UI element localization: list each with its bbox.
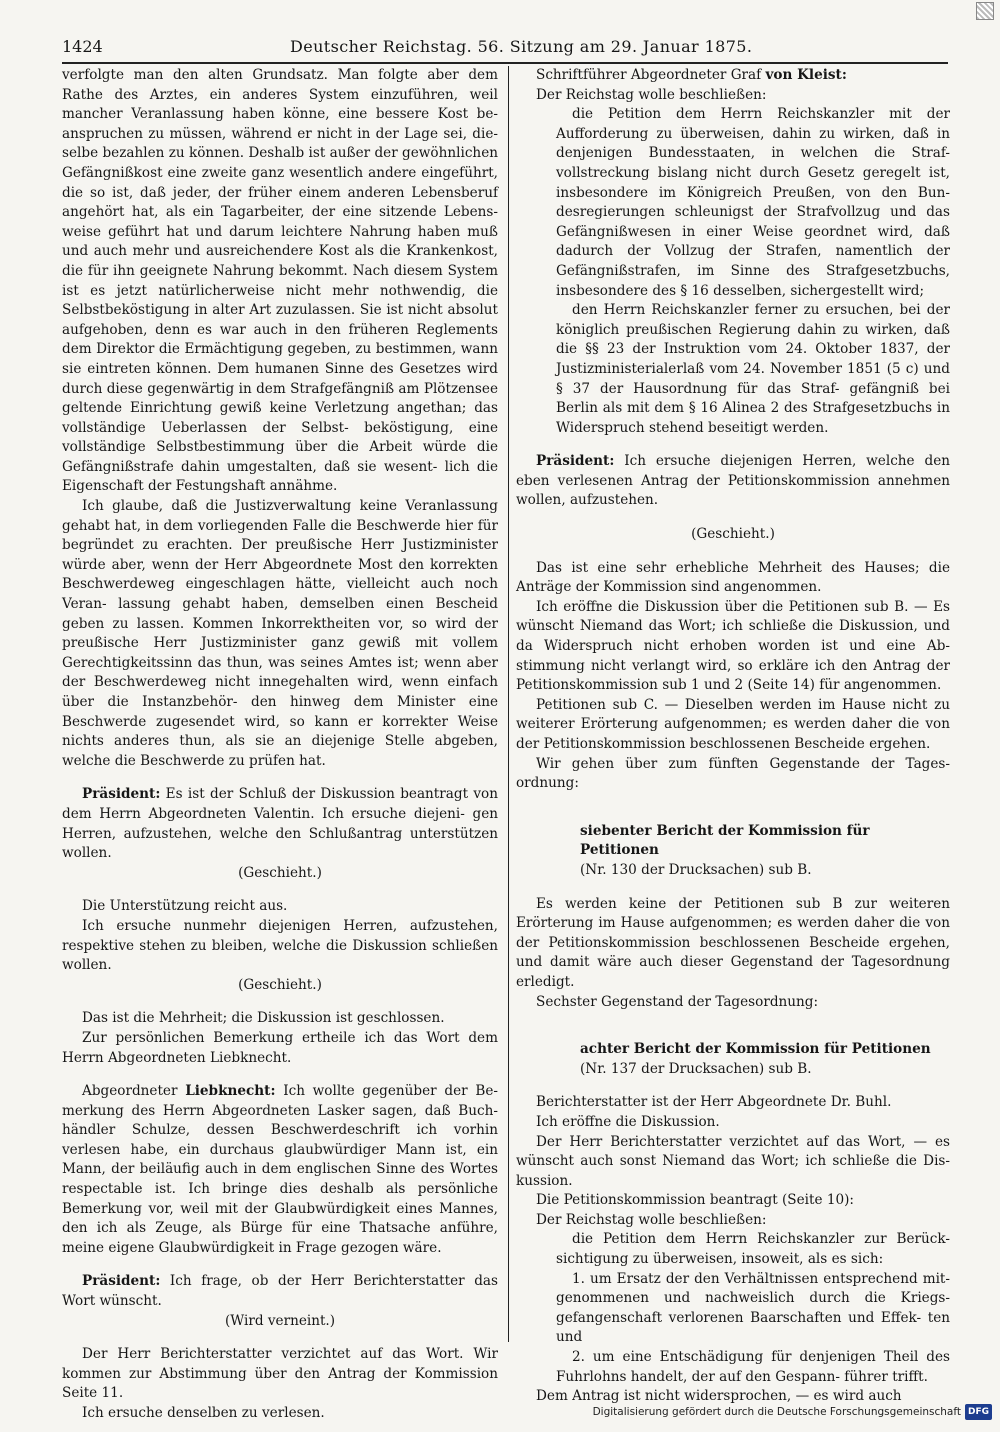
speaker-name: von Kleist: bbox=[765, 67, 847, 83]
paragraph: Berichterstatter ist der Herr Abgeordnete Dr. Buhl. bbox=[536, 1094, 892, 1111]
stage-direction: (Geschieht.) bbox=[691, 526, 775, 543]
paragraph: Der Herr Berichterstatter verzichtet auf das Wort, — es wünscht auch sonst Niemand das Wort; ich schließe die Dis- kussion. bbox=[516, 1133, 950, 1189]
paragraph: Es werden keine der Petitionen sub B zur weiteren Erörterung im Hause aufgenommen; es werden daher die von der Petitionskommission beschlossenen Bescheide ergehen, und damit wäre auch dieser Gegenstand der Tagesordnung erledigt. bbox=[516, 895, 950, 990]
paragraph: Die Petitionskommission beantragt (Seite 10): bbox=[536, 1192, 855, 1209]
agenda-heading: siebenter Bericht der Kommission für Petitionen (Nr. 130 der Drucksachen) sub B. bbox=[580, 822, 870, 878]
list-item: 1. um Ersatz der den Verhältnissen entsprechend mit- genommenen und nachweislich durch die Kriegs- gefangenschaft verlorenen Baarschaften und Effek- ten und bbox=[556, 1270, 950, 1346]
credit-text: Digitalisierung gefördert durch die Deutsche Forschungsgemeinschaft bbox=[592, 1406, 961, 1418]
paragraph: Präsident: Ich frage, ob der Herr Berichterstatter das Wort wünscht. bbox=[62, 1273, 498, 1310]
digitization-credit bbox=[593, 1404, 992, 1420]
paragraph: Zur persönlichen Bemerkung ertheile ich das Wort dem Herrn Abgeordneten Liebknecht. bbox=[62, 1029, 498, 1066]
stage-direction: (Wird verneint.) bbox=[224, 1312, 336, 1329]
paragraph: Sechster Gegenstand der Tagesordnung: bbox=[536, 993, 819, 1010]
column-divider bbox=[508, 66, 509, 1342]
paragraph: Ich glaube, daß die Justizverwaltung keine Veranlassung gehabt hat, in dem vorliegenden Falle die Beschwerde hier für begründet zu erachten. Der preußische Herr Justizminister würde aber, wenn der Herr Abgeordnete Most den korrekten Beschwerdeweg eingeschlagen hätte, vielleicht auch noch Veran- lassung gehabt haben, demselben einen Bescheid geben zu lassen. Kommen Inkorrektheiten vor, so wird der preußische Herr Justizminister ganz gewiß mit vollem Gerechtigkeitssinn das thun, was seines Amtes ist; wenn aber der Beschwerdeweg nicht innegehalten wird, wenn einfach über die Instanzbehör- den hinweg dem Minister eine Beschwerde zugesendet wird, so kann er korrekter Weise nichts anderes thun, als sie an diejenige Stelle abgeben, welche die Beschwerde zu prüfen hat. bbox=[62, 498, 498, 769]
running-title: Deutscher Reichstag. 56. Sitzung am 29. Januar 1875. bbox=[290, 37, 753, 56]
paragraph: verfolgte man den alten Grundsatz. Man folgte aber dem Rathe des Arztes, ein anderes System einzuführen, weil mancher Veranlassung haben könne, eine bessere Kost be- anspruchen zu müssen, während er nicht in der Lage sei, die- selbe bezahlen zu können. Deshalb ist außer der gewöhnlichen Gefängnißkost eine zweite ganz wesentlich andere eingeführt, die so ist, daß jeder, der früher einem anderen Lebensberuf angehört hat, als ein Tagarbeiter, der eine sitzende Lebens- weise geführt hat und darum leichtere Nahrung haben muß und auch mehr und ausreichendere Kost als die Krankenkost, die für ihn geeignete Nahrung bekommt. Nach diesem System ist es jetzt natürlicherweise nicht mehr nothwendig, die Selbstbeköstigung in alter Art zuzulassen. Sie ist nicht absolut aufgehoben, denn es war auch in den früheren Reglements dem Direktor die Ermächtigung gegeben, zu bestimmen, wann sie eintreten können. Dem humanen Sinne des Gesetzes wird durch diese gegenwärtig in dem Strafgefängniß am Plötzensee geltende Einrichtung gewiß keine Verletzung angethan; das vollständige Ueberlassen der Selbst- beköstigung, eine vollständige Selbstbestimmung über die Arbeit würde die Gefängnißstrafe dahin umgestalten, daß sie wesent- lich die Eigenschaft der Festungshaft annähme. bbox=[62, 67, 498, 495]
paragraph: Ich eröffne die Diskussion. bbox=[536, 1113, 720, 1130]
header-rule bbox=[62, 62, 948, 64]
speaker-name: Präsident: bbox=[536, 453, 615, 470]
motion-text bbox=[516, 105, 950, 438]
left-column bbox=[62, 66, 498, 1424]
scan-corner-marker bbox=[976, 2, 994, 20]
paragraph: Der Reichstag wolle beschließen: bbox=[536, 86, 767, 103]
speaker-name: Präsident: bbox=[82, 1273, 161, 1290]
paragraph: Präsident: Es ist der Schluß der Diskussion beantragt von dem Herrn Abgeordneten Valentin. Ich ersuche diejeni- gen Herren, aufzustehen, welche den Schlußantrag unterstützen wollen. bbox=[62, 786, 498, 862]
paragraph: Der Herr Berichterstatter verzichtet auf das Wort. Wir kommen zur Abstimmung über den Antrag der Kommission Seite 11. bbox=[62, 1346, 498, 1402]
paragraph: Der Reichstag wolle beschließen: bbox=[536, 1211, 767, 1228]
paragraph: Ich eröffne die Diskussion über die Petitionen sub B. — Es wünscht Niemand das Wort; ich schließe die Diskussion, und da Widerspruch nicht erhoben worden ist und eine Ab- stimmung nicht verlangt wird, so erkläre ich den Antrag der Petitionskommission sub 1 und 2 (Seite 14) für angenommen. bbox=[516, 598, 950, 694]
paragraph: Dem Antrag ist nicht widersprochen, — es wird auch bbox=[536, 1388, 902, 1405]
speaker-name: Liebknecht: bbox=[185, 1083, 276, 1100]
paragraph: den Herrn Reichskanzler ferner zu ersuchen, bei der königlich preußischen Regierung dahin zu wirken, daß die §§ 23 der Instruktion vom 24. Oktober 1837, der Justizministerialerlaß vom 24. November 1851 (5 c) und § 37 der Hausordnung für das Straf- gefängniß bei Berlin als mit dem § 16 Alinea 2 des Strafgesetzbuchs in Widerspruch stehend beseitigt werden. bbox=[556, 302, 950, 436]
list-item: 2. um eine Entschädigung für denjenigen Theil des Fuhrlohns handelt, der auf den Gespann- führer trifft. bbox=[556, 1349, 950, 1385]
paragraph: Abgeordneter Liebknecht: Ich wollte gegenüber der Be- merkung des Herrn Abgeordneten Lasker sagen, daß Buch- händler Schulze, dessen Beschwerdeschrift ich vorhin verlesen habe, ein durchaus glaubwürdiger Mann ist, ein Mann, der beiläufig auch in dem englischen Sinne des Wortes respectable ist. Ich bringe dies deshalb als persönliche Bemerkung vor, weil mit der Glaubwürdigkeit eines Mannes, den ich als Zeuge, als Bürge für eine Thatsache anführe, meine eigene Glaubwürdigkeit in Frage gezogen wäre. bbox=[62, 1083, 498, 1256]
paragraph: die Petition dem Herrn Reichskanzler mit der Aufforderung zu überweisen, dahin zu wirken, daß in denjenigen Bundesstaaten, in welchen die Straf- vollstreckung bislang nicht durch Gesetz geregelt ist, insbesondere im Königreich Preußen, von den Bun- desregierungen schleunigst der Strafvollzug und das Gefängnißwesen in einer Weise geordnet wird, daß dadurch der Vollzug der Strafen, namentlich der Gefängnißstrafen, im Sinne des Strafgesetzbuchs, insbesondere des § 16 desselben, sichergestellt wird; bbox=[556, 106, 950, 299]
paragraph: Ich ersuche nunmehr diejenigen Herren, aufzustehen, respektive stehen zu bleiben, welche die Diskussion schließen wollen. bbox=[62, 917, 498, 974]
dfg-logo: DFG bbox=[965, 1404, 992, 1420]
paragraph: Wir gehen über zum fünften Gegenstande der Tages- ordnung: bbox=[516, 755, 950, 792]
paragraph: Das ist eine sehr erhebliche Mehrheit des Hauses; die Anträge der Kommission sind angenommen. bbox=[516, 559, 950, 596]
paragraph: die Petition dem Herrn Reichskanzler zur Berück- sichtigung zu überweisen, insoweit, als es sich: bbox=[556, 1231, 950, 1268]
paragraph: Präsident: Ich ersuche diejenigen Herren, welche den eben verlesenen Antrag der Petitionskommission annehmen wollen, aufzustehen. bbox=[516, 453, 950, 509]
agenda-heading: achter Bericht der Kommission für Petitionen (Nr. 137 der Drucksachen) sub B. bbox=[580, 1041, 931, 1077]
paragraph: Schriftführer Abgeordneter Graf von Kleist: bbox=[536, 67, 847, 83]
page-header bbox=[62, 36, 948, 58]
stage-direction: (Geschieht.) bbox=[238, 864, 322, 881]
motion-text bbox=[516, 1230, 950, 1387]
stage-direction: (Geschieht.) bbox=[238, 976, 322, 993]
paragraph: Petitionen sub C. — Dieselben werden im Hause nicht zu weiterer Erörterung aufgenommen; es werden daher die von der Petitionskommission beschlossenen Bescheide ergehen. bbox=[516, 696, 950, 752]
paragraph: Das ist die Mehrheit; die Diskussion ist geschlossen. bbox=[82, 1010, 445, 1027]
paragraph: Ich ersuche denselben zu verlesen. bbox=[82, 1405, 325, 1421]
right-column bbox=[516, 66, 950, 1407]
paragraph: Die Unterstützung reicht aus. bbox=[82, 898, 288, 915]
page-number: 1424 bbox=[62, 37, 103, 56]
speaker-name: Präsident: bbox=[82, 786, 161, 803]
